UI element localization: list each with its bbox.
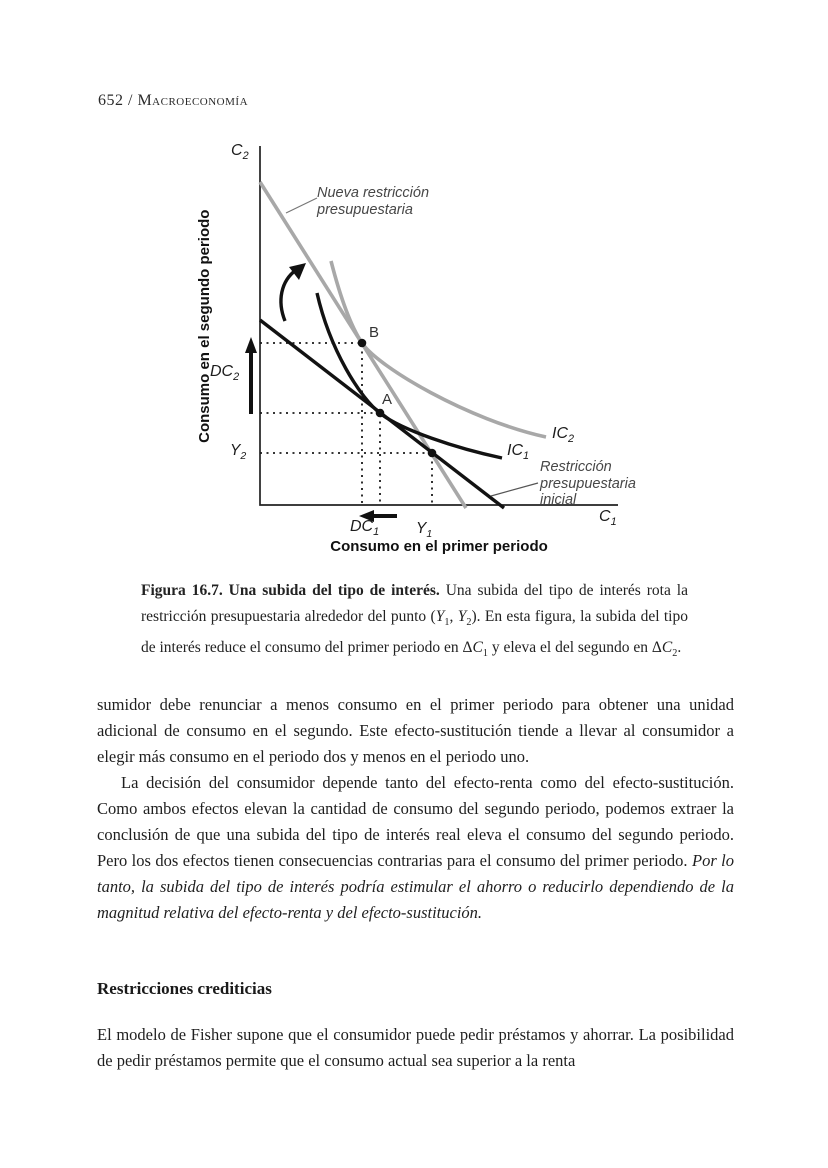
new-constraint-label: Nueva restricción presupuestaria: [317, 185, 430, 218]
paragraph-consumer-decision: La decisión del consumidor depende tanto del efecto-renta como del efecto-sustitución. Como ambos efectos elevan la cantidad de consumo del segundo periodo, podemos extraer la conclusión de que una subida del tipo de interés real eleva el consumo del segundo periodo. Pero los dos efectos tienen consecuencias contrarias para el consumo del primer periodo. Por lo tanto, la subida del tipo de interés podría estimular el ahorro o reducirlo dependiendo de la magnitud relativa del efecto-renta y del efecto-sustitución.: [97, 773, 734, 922]
figure-caption: Figura 16.7. Una subida del tipo de interés. Una subida del tipo de interés rota la restricción presupuestaria alrededor del punto ($Y_1$, $Y_2$). En esta figura, la subida del tipo de interés reduce el consumo del primer periodo en $\Delta C_1$ y eleva el del segundo en $\Delta C_2$.: [141, 582, 688, 660]
x-axis-variable-label: $C_1$: [599, 508, 617, 529]
point-b-dot: [358, 339, 367, 348]
y2-label: $Y_2$: [230, 442, 247, 463]
dc2-arrowhead: [245, 337, 257, 353]
delta-c1-label: $DC_1$: [350, 518, 380, 539]
point-a-label: A: [382, 391, 393, 408]
running-header: 652 / Macroeconomía: [98, 92, 249, 109]
paragraph-substitution-effect: sumidor debe renunciar a menos consumo en el primer periodo para obtener una unidad adicional de consumo en el segundo. Este efecto-sustitución tiende a llevar al consumidor a elegir más consumo en el periodo dos y menos en el periodo uno.: [97, 695, 734, 766]
x-axis-title: Consumo en el primer periodo: [330, 538, 548, 555]
point-b-label: B: [369, 324, 380, 341]
ic1-label: $IC_1$: [507, 442, 530, 463]
y-axis-variable-label: $C_2$: [231, 142, 249, 163]
y-axis-title: Consumo en el segundo periodo: [196, 209, 214, 443]
initial-constraint-pointer-line: [491, 483, 538, 496]
figure-16-7: [180, 140, 680, 572]
delta-c2-label: $DC_2$: [210, 363, 240, 384]
indifference-curve-ic2: [331, 261, 546, 437]
y1-label: $Y_1$: [416, 520, 433, 541]
rotation-arrow: [281, 270, 296, 321]
paragraph-fisher-model: El modelo de Fisher supone que el consumidor puede pedir préstamos y ahorrar. La posibilidad de pedir préstamos permite que el consumo actual sea superior a la renta: [97, 1025, 734, 1070]
ic2-label: $IC_2$: [552, 425, 575, 446]
endowment-point-dot: [428, 449, 437, 458]
point-a-dot: [376, 409, 385, 418]
new-constraint-pointer-line: [286, 198, 317, 213]
section-heading: Restricciones crediticias: [97, 979, 272, 998]
initial-constraint-label: Restricción presupuestaria inicial: [540, 459, 636, 508]
